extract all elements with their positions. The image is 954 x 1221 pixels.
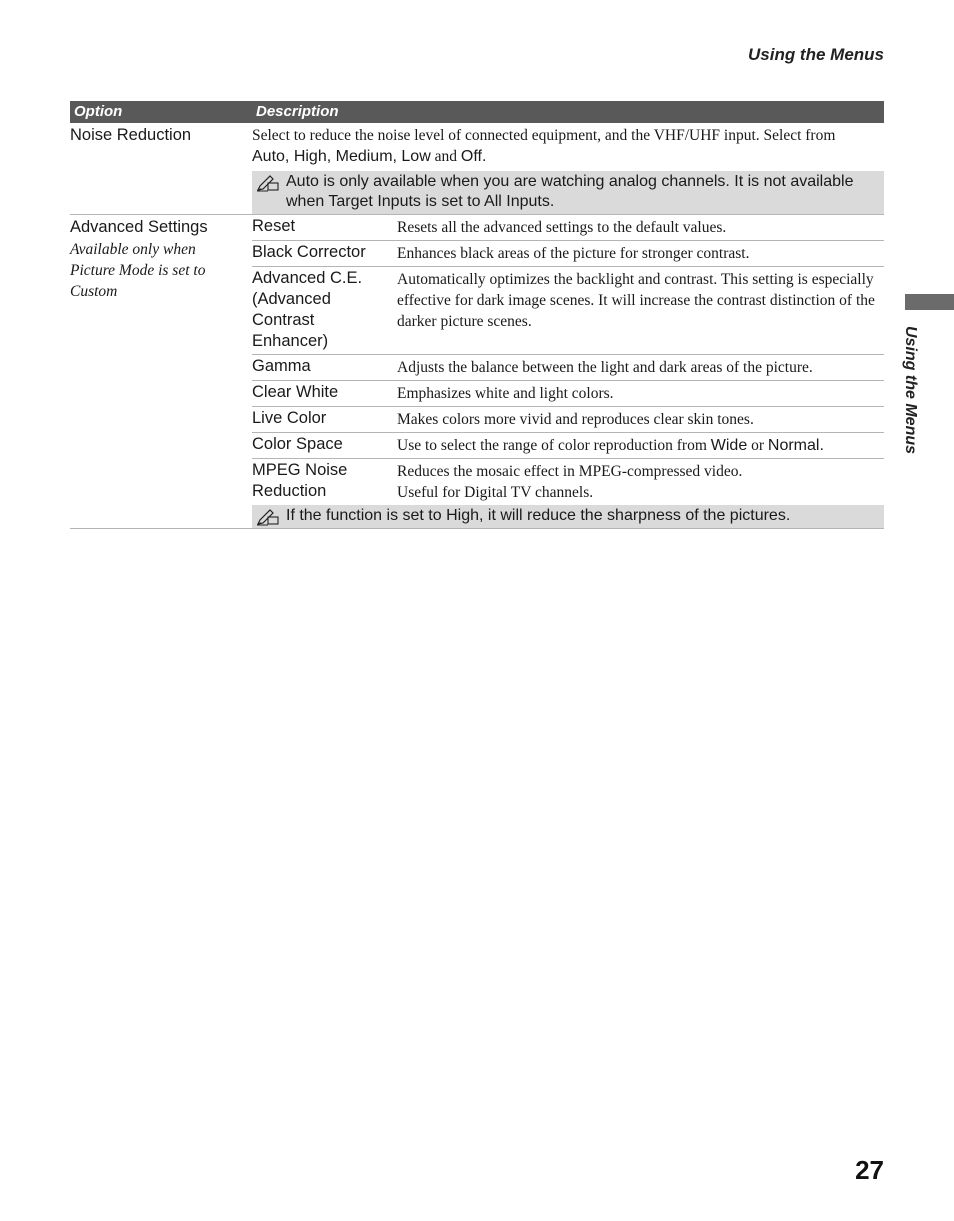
option-noise-reduction: Noise Reduction <box>70 126 192 144</box>
sub-option-name: Live Color <box>252 409 327 427</box>
pencil-note-icon <box>256 172 286 212</box>
sub-option-desc: Use to select the range of color reproduction from Wide or Normal. <box>397 437 824 454</box>
sub-option-desc: Enhances black areas of the picture for stronger contrast. <box>397 245 750 262</box>
noise-reduction-note <box>252 171 884 214</box>
running-head: Using the Menus <box>747 45 884 64</box>
menu-options-table <box>70 101 884 529</box>
sub-option-desc: Emphasizes white and light colors. <box>397 385 614 402</box>
table-header <box>70 101 884 123</box>
advanced-settings-note <box>252 505 884 528</box>
table-row-advanced-settings <box>70 215 884 529</box>
sub-option-desc: Adjusts the balance between the light and dark areas of the picture. <box>397 359 813 376</box>
sub-option-name: Clear White <box>252 383 339 401</box>
table-row-noise-reduction <box>70 123 884 215</box>
advanced-settings-note-text: If the function is set to High, it will reduce the sharpness of the pictures. <box>286 507 791 524</box>
sub-option-desc: Makes colors more vivid and reproduces clear skin tones. <box>397 411 754 428</box>
sub-row-color-space <box>252 433 884 459</box>
header-description: Description <box>256 103 339 120</box>
sub-option-name: Reset <box>252 217 296 235</box>
pencil-note-icon <box>256 506 286 526</box>
page-number: 27 <box>855 1155 884 1185</box>
sub-row-mpeg-noise-reduction <box>252 459 884 505</box>
sub-option-name: MPEG Noise Reduction <box>252 461 348 500</box>
sub-option-desc: Resets all the advanced settings to the default values. <box>397 219 727 236</box>
option-advanced-settings: Advanced Settings <box>70 218 208 236</box>
sub-row-clear-white <box>252 381 884 407</box>
sub-row-advanced-ce <box>252 267 884 355</box>
noise-reduction-note-text: Auto is only available when you are watching analog channels. It is not available when Target Inputs is set to All Inputs. <box>286 173 854 210</box>
sub-row-gamma <box>252 355 884 381</box>
sub-row-black-corrector <box>252 241 884 267</box>
sub-option-name: Black Corrector <box>252 243 366 261</box>
advanced-availability-note: Available only when Picture Mode is set to Custom <box>70 241 206 300</box>
sub-option-desc: Reduces the mosaic effect in MPEG-compressed video. Useful for Digital TV channels. <box>397 463 743 501</box>
side-tab-bar <box>905 294 954 310</box>
sub-option-name: Advanced C.E. (Advanced Contrast Enhancer) <box>252 269 363 350</box>
sub-option-name: Color Space <box>252 435 343 453</box>
sub-row-reset <box>252 215 884 241</box>
sub-row-live-color <box>252 407 884 433</box>
noise-reduction-description: Select to reduce the noise level of connected equipment, and the VHF/UHF input. Select from Auto, High, Medium, Low and Off. <box>252 127 836 165</box>
header-option: Option <box>74 103 123 120</box>
side-tab-label: Using the Menus <box>902 326 919 455</box>
sub-option-name: Gamma <box>252 357 311 375</box>
sub-option-desc: Automatically optimizes the backlight and contrast. This setting is especially effective for dark image scenes. It will increase the contrast distinction of the darker picture scenes. <box>397 271 875 330</box>
